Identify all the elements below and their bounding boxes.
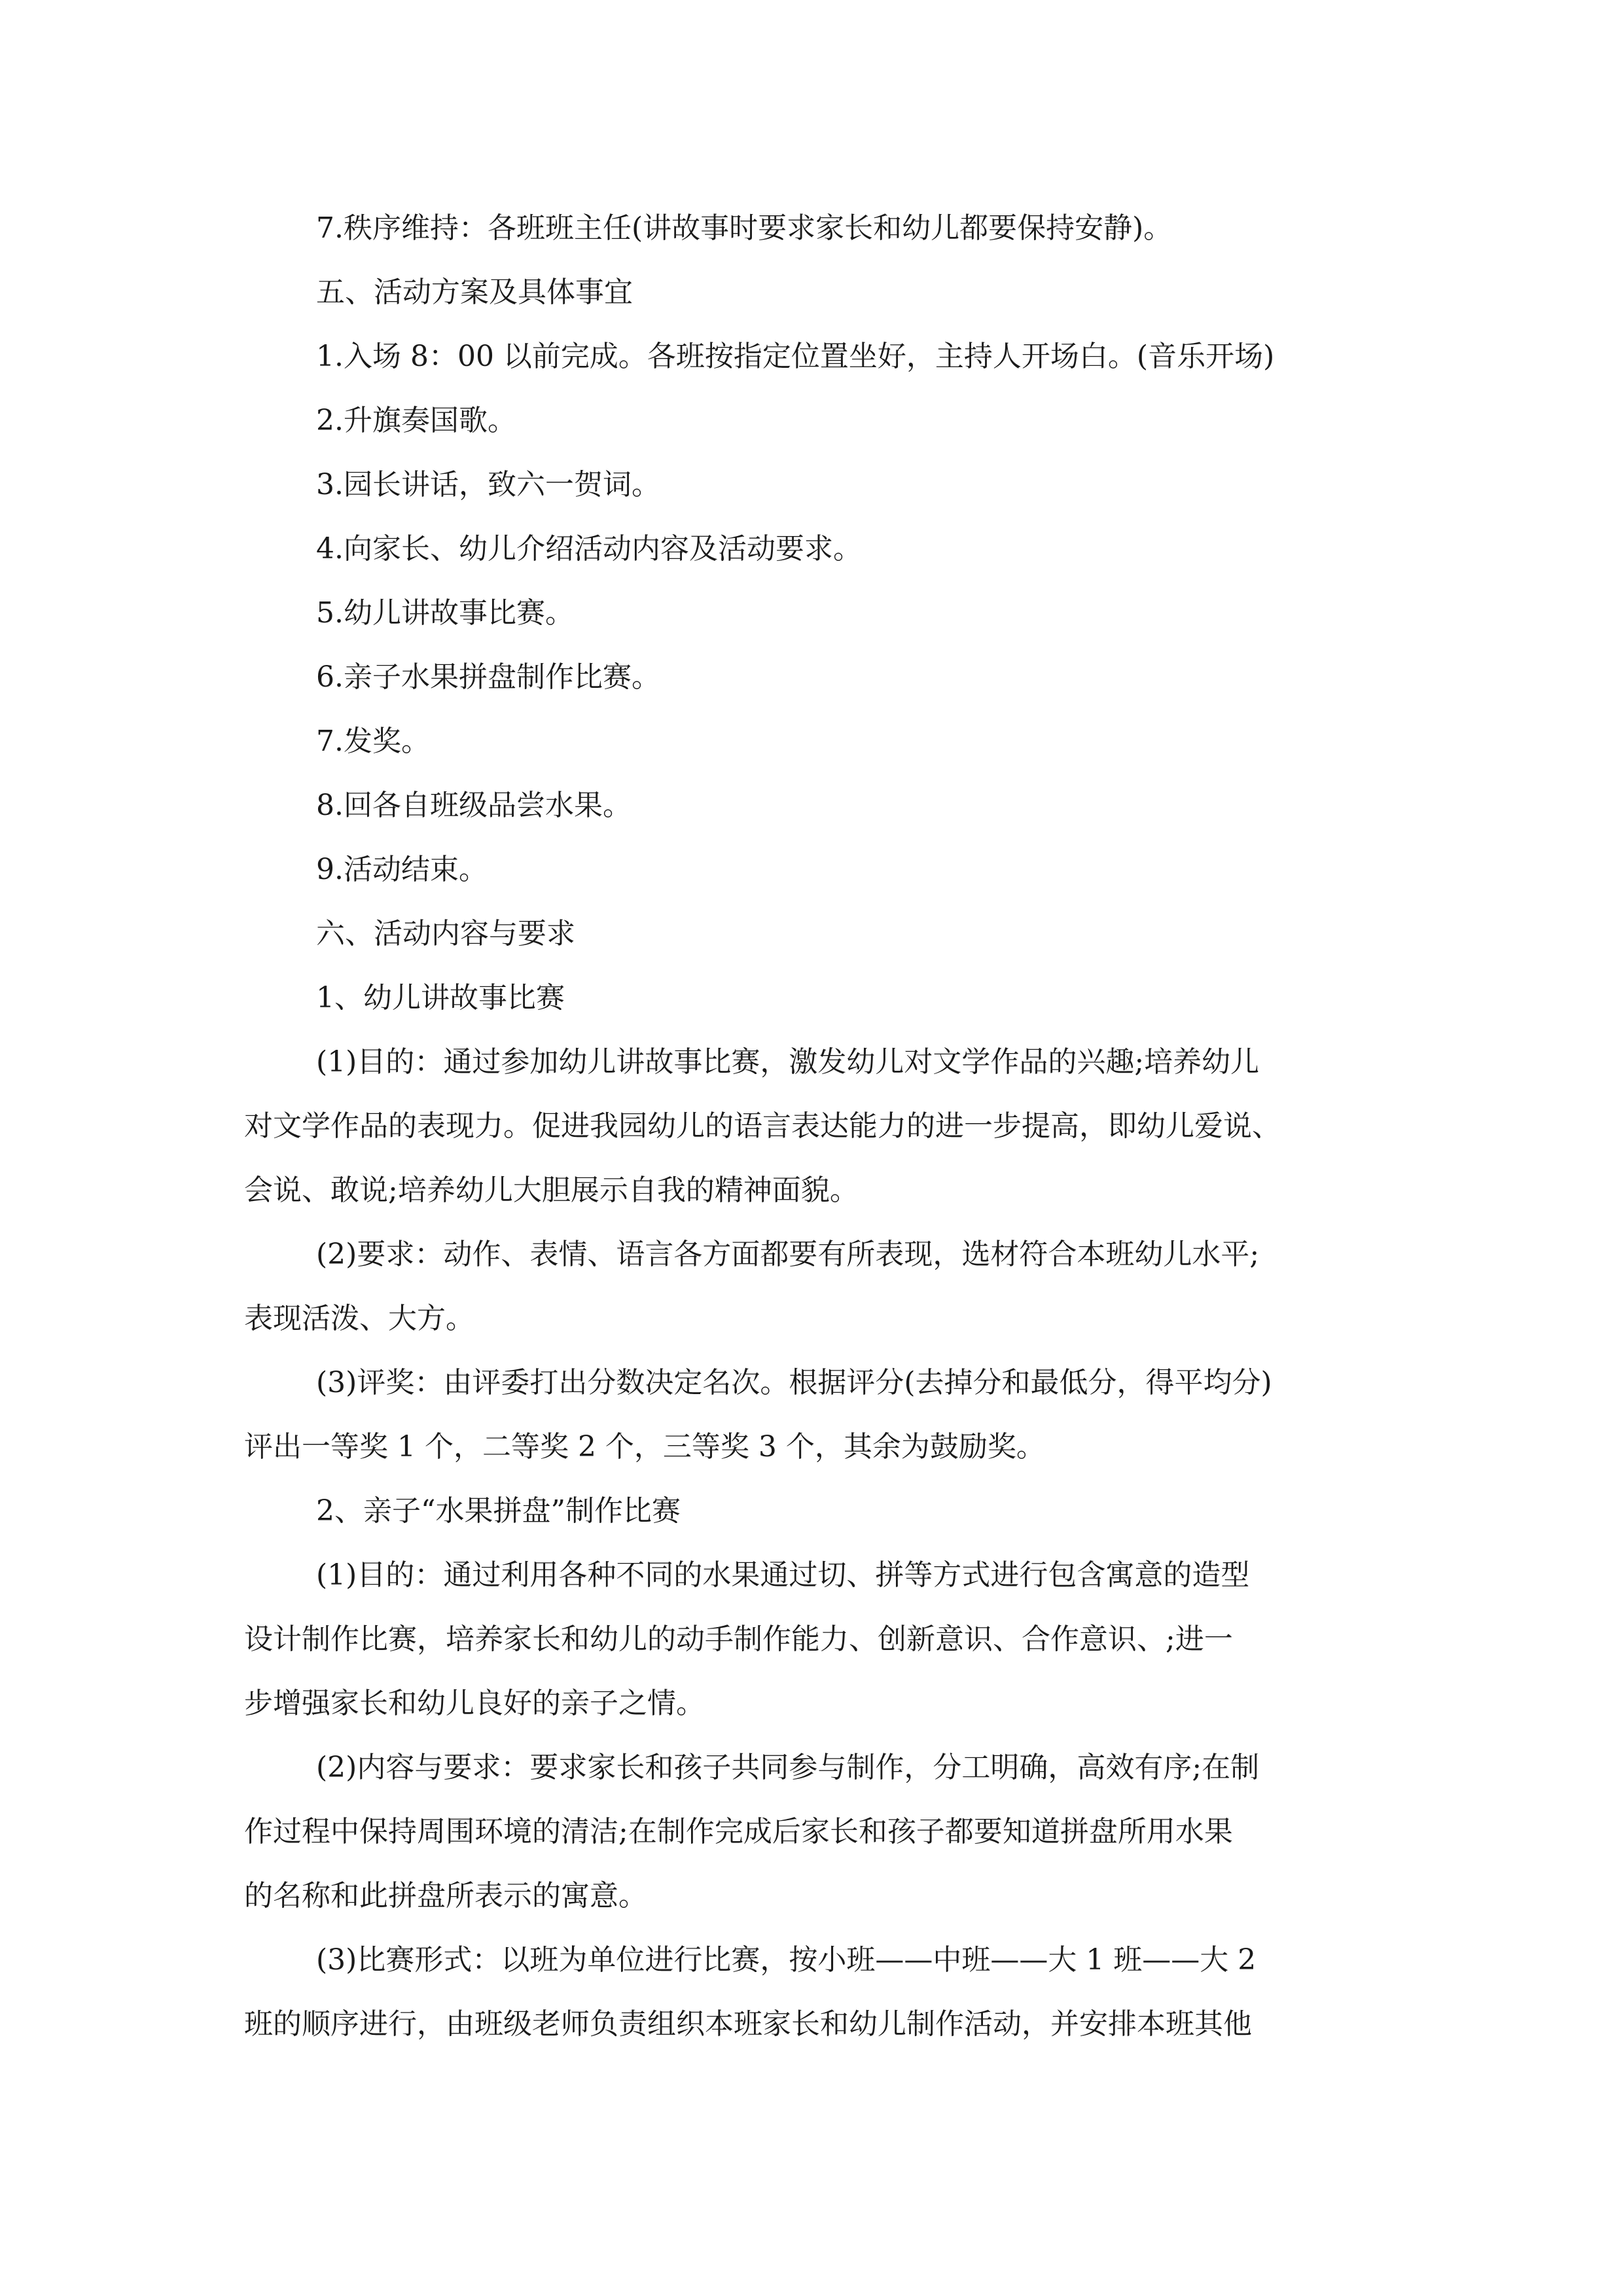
paragraph-row: (3)评奖：由评委打出分数决定名次。根据评分(去掉分和最低分，得平均分) <box>316 1366 1272 1399</box>
paragraph-fruit-requirement <box>244 1736 1373 1928</box>
text-line: 6.亲子水果拼盘制作比赛。 <box>316 660 660 694</box>
paragraph-row: 班的顺序进行，由班级老师负责组织本班家长和幼儿制作活动，并安排本班其他 <box>244 2007 1252 2041</box>
paragraph-row: (2)内容与要求：要求家长和孩子共同参与制作，分工明确，高效有序;在制 <box>316 1751 1260 1784</box>
text-line: 7.秩序维持：各班班主任(讲故事时要求家长和幼儿都要保持安静)。 <box>316 211 1173 245</box>
paragraph-row: 表现活泼、大方。 <box>244 1302 474 1335</box>
paragraph-row: 评出一等奖 1 个，二等奖 2 个，三等奖 3 个，其余为鼓励奖。 <box>244 1430 1045 1463</box>
text-line: 8.回各自班级品尝水果。 <box>316 789 632 822</box>
paragraph-row: 会说、敢说;培养幼儿大胆展示自我的精神面貌。 <box>244 1174 859 1207</box>
section-heading: 五、活动方案及具体事宜 <box>316 276 633 309</box>
text-line: 1.入场 8：00 以前完成。各班按指定位置坐好，主持人开场白。(音乐开场) <box>316 340 1275 373</box>
paragraph-fruit-format <box>244 1928 1373 2056</box>
section-heading: 六、活动内容与要求 <box>316 917 575 950</box>
paragraph-row: 步增强家长和幼儿良好的亲子之情。 <box>244 1687 705 1720</box>
text-line: 4.向家长、幼儿介绍活动内容及活动要求。 <box>316 532 862 565</box>
text-line: 9.活动结束。 <box>316 853 488 886</box>
subsection-heading: 1、幼儿讲故事比赛 <box>316 981 565 1014</box>
text-line: 3.园长讲话，致六一贺词。 <box>316 468 660 501</box>
text-line: 7.发奖。 <box>316 725 430 758</box>
paragraph-story-requirement <box>244 1223 1373 1351</box>
paragraph-row: (1)目的：通过参加幼儿讲故事比赛，激发幼儿对文学作品的兴趣;培养幼儿 <box>316 1045 1260 1079</box>
document-body <box>244 196 1373 2056</box>
paragraph-row: 设计制作比赛，培养家长和幼儿的动手制作能力、创新意识、合作意识、;进一 <box>244 1623 1233 1656</box>
paragraph-row: (3)比赛形式：以班为单位进行比赛，按小班——中班——大 1 班——大 2 <box>316 1943 1257 1977</box>
paragraph-row: 作过程中保持周围环境的清洁;在制作完成后家长和孩子都要知道拼盘所用水果 <box>244 1815 1233 1848</box>
paragraph-row: (2)要求：动作、表情、语言各方面都要有所表现，选材符合本班幼儿水平; <box>316 1238 1260 1271</box>
paragraph-row: 的名称和此拼盘所表示的寓意。 <box>244 1879 647 1912</box>
paragraph-row: (1)目的：通过利用各种不同的水果通过切、拼等方式进行包含寓意的造型 <box>316 1558 1250 1592</box>
paragraph-story-goal <box>244 1030 1373 1223</box>
paragraph-fruit-goal <box>244 1543 1373 1736</box>
paragraph-story-award <box>244 1351 1373 1479</box>
text-line: 2.升旗奏国歌。 <box>316 404 516 437</box>
paragraph-row: 对文学作品的表现力。促进我园幼儿的语言表达能力的进一步提高，即幼儿爱说、 <box>244 1109 1281 1143</box>
text-line: 5.幼儿讲故事比赛。 <box>316 596 574 630</box>
subsection-heading: 2、亲子“水果拼盘”制作比赛 <box>316 1494 681 1528</box>
